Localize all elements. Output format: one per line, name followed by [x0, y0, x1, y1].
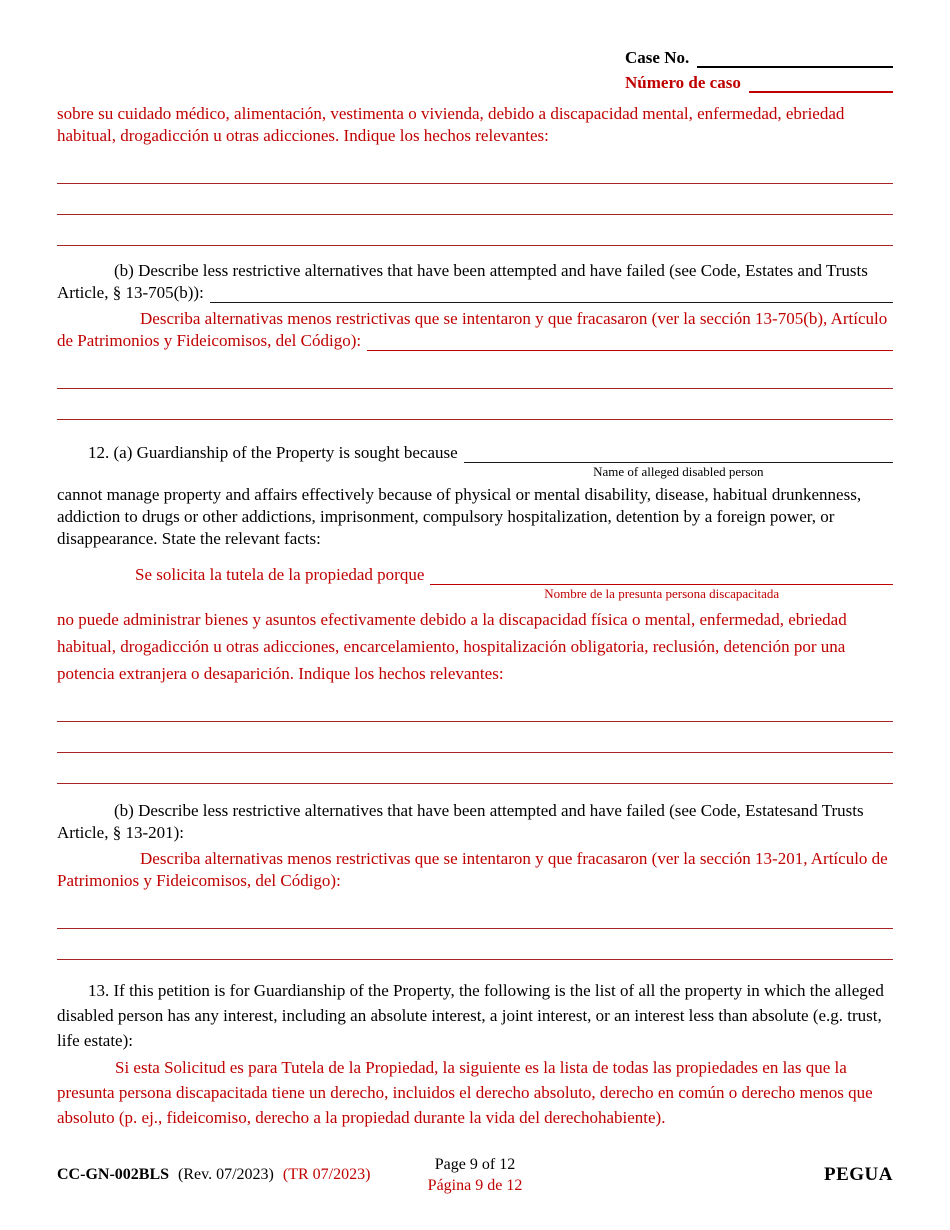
item-12a-name-field[interactable] — [464, 444, 893, 479]
item-12b-answer-lines — [57, 898, 893, 960]
write-in-line[interactable] — [57, 358, 893, 389]
case-no-field-es[interactable] — [749, 74, 893, 93]
item-12a-answer-lines — [57, 691, 893, 784]
item-11b-es-line2-text: de Patrimonios y Fideicomisos, del Código): — [57, 331, 362, 350]
case-no-row-en — [625, 46, 893, 68]
item-11b-answer-lines — [57, 358, 893, 420]
item-12b-es-line2: Patrimonios y Fideicomisos, del Código): — [57, 871, 341, 890]
item-11a-es-continuation: sobre su cuidado médico, alimentación, vestimenta o vivienda, debido a discapacidad mental, enfermedad, ebriedad habitual, drogadicción u otras adicciones. Indique los hechos relevantes: — [57, 104, 845, 145]
page-number-en: Page 9 of 12 — [434, 1156, 516, 1173]
item-12b-en — [57, 800, 893, 844]
form-code-line — [57, 1166, 370, 1184]
case-no-row-es — [625, 71, 893, 93]
item-11b-es-line1: Describa alternativas menos restrictivas que se intentaron y que fracasaron (ver la sección 13-705(b), Artículo — [140, 309, 888, 328]
write-in-line[interactable] — [57, 184, 893, 215]
form-stamp: PEGUA — [824, 1164, 893, 1185]
item-11b-en-line1: (b) Describe less restrictive alternatives that have been attempted and have failed (see Code, Estates and Trusts — [114, 261, 868, 280]
item-12b-es-line1: Describa alternativas menos restrictivas que se intentaron y que fracasaron (ver la sección 13-201, Artículo de — [140, 849, 888, 868]
item-11b-es — [57, 308, 893, 352]
item-11b-en-line2 — [57, 282, 893, 304]
case-no-label-es: Número de caso — [625, 73, 741, 92]
write-in-line[interactable] — [57, 389, 893, 420]
item-12b-en-line1: (b) Describe less restrictive alternatives that have been attempted and have failed (see Code, Estatesand Trusts — [114, 801, 864, 820]
item-12a-en-lead: 12. (a) Guardianship of the Property is sought because — [88, 443, 458, 462]
write-in-line[interactable] — [57, 722, 893, 753]
item-11b-en-line2-text: Article, § 13-705(b)): — [57, 283, 204, 302]
item-12a-en-body: cannot manage property and affairs effectively because of physical or mental disability, disease, habitual drunkenness, addiction to drugs or other addictions, imprisonment, compulsory hospitalization, detention by a foreign power, or disappearance. State the relevant facts: — [57, 485, 862, 548]
item-13-en: 13. If this petition is for Guardianship of the Property, the following is the list of all the property in which the alleged disabled person has any interest, including an absolute interest, a joint interest, or an interest less than absolute (e.g. trust, life estate): — [57, 981, 884, 1050]
write-in-line[interactable] — [57, 753, 893, 784]
case-number-block — [625, 46, 893, 93]
write-in-line[interactable] — [57, 215, 893, 246]
case-no-field[interactable] — [697, 49, 893, 68]
item-12a-es-body: no puede administrar bienes y asuntos efectivamente debido a la discapacidad física o mental, enfermedad, ebriedad habitual, drogadicción u otras adicciones, encarcelamiento, hospitalización obligatoria, reclusión, detención por una potencia extranjera o desaparición. Indique los hechos relevantes: — [57, 610, 847, 683]
write-in-line[interactable] — [57, 691, 893, 722]
item-12b-en-line2: Article, § 13-201): — [57, 823, 184, 842]
page-number-es: Página 9 de 12 — [427, 1177, 523, 1194]
form-translation: (TR 07/2023) — [282, 1166, 371, 1183]
page-number-block — [428, 1154, 523, 1196]
write-in-line[interactable] — [57, 153, 893, 184]
item-11b-es-answer-field[interactable] — [367, 332, 893, 351]
item-11b-en-answer-field[interactable] — [210, 284, 893, 303]
item-12a-es-name-caption: Nombre de la presunta persona discapacitada — [544, 586, 780, 601]
item-12a-en-lead-row — [57, 442, 893, 479]
item-11b-en — [57, 260, 893, 304]
item-12a-es-name-field[interactable] — [430, 566, 893, 601]
write-in-line[interactable] — [57, 929, 893, 960]
item-11b-es-line2 — [57, 330, 893, 352]
form-revision: (Rev. 07/2023) — [178, 1166, 274, 1183]
page-footer — [57, 1154, 893, 1196]
write-in-line[interactable] — [57, 898, 893, 929]
item-12a-name-caption: Name of alleged disabled person — [593, 464, 764, 479]
item-12a-es-lead: Se solicita la tutela de la propiedad porque — [135, 565, 425, 584]
item-12a-es-lead-row — [57, 564, 893, 601]
form-code: CC-GN-002BLS — [57, 1166, 170, 1183]
item-12b-es — [57, 848, 893, 892]
item-13-es: Si esta Solicitud es para Tutela de la Propiedad, la siguiente es la lista de todas las propiedades en las que la presunta persona discapacitada tiene un derecho, incluidos el derecho absoluto, derecho en común o derecho menos que absoluto (p. ej., fideicomiso, derecho a la propiedad durante la vida del derechohabiente). — [57, 1058, 873, 1127]
item-11a-answer-lines — [57, 153, 893, 246]
case-no-label: Case No. — [625, 48, 690, 67]
